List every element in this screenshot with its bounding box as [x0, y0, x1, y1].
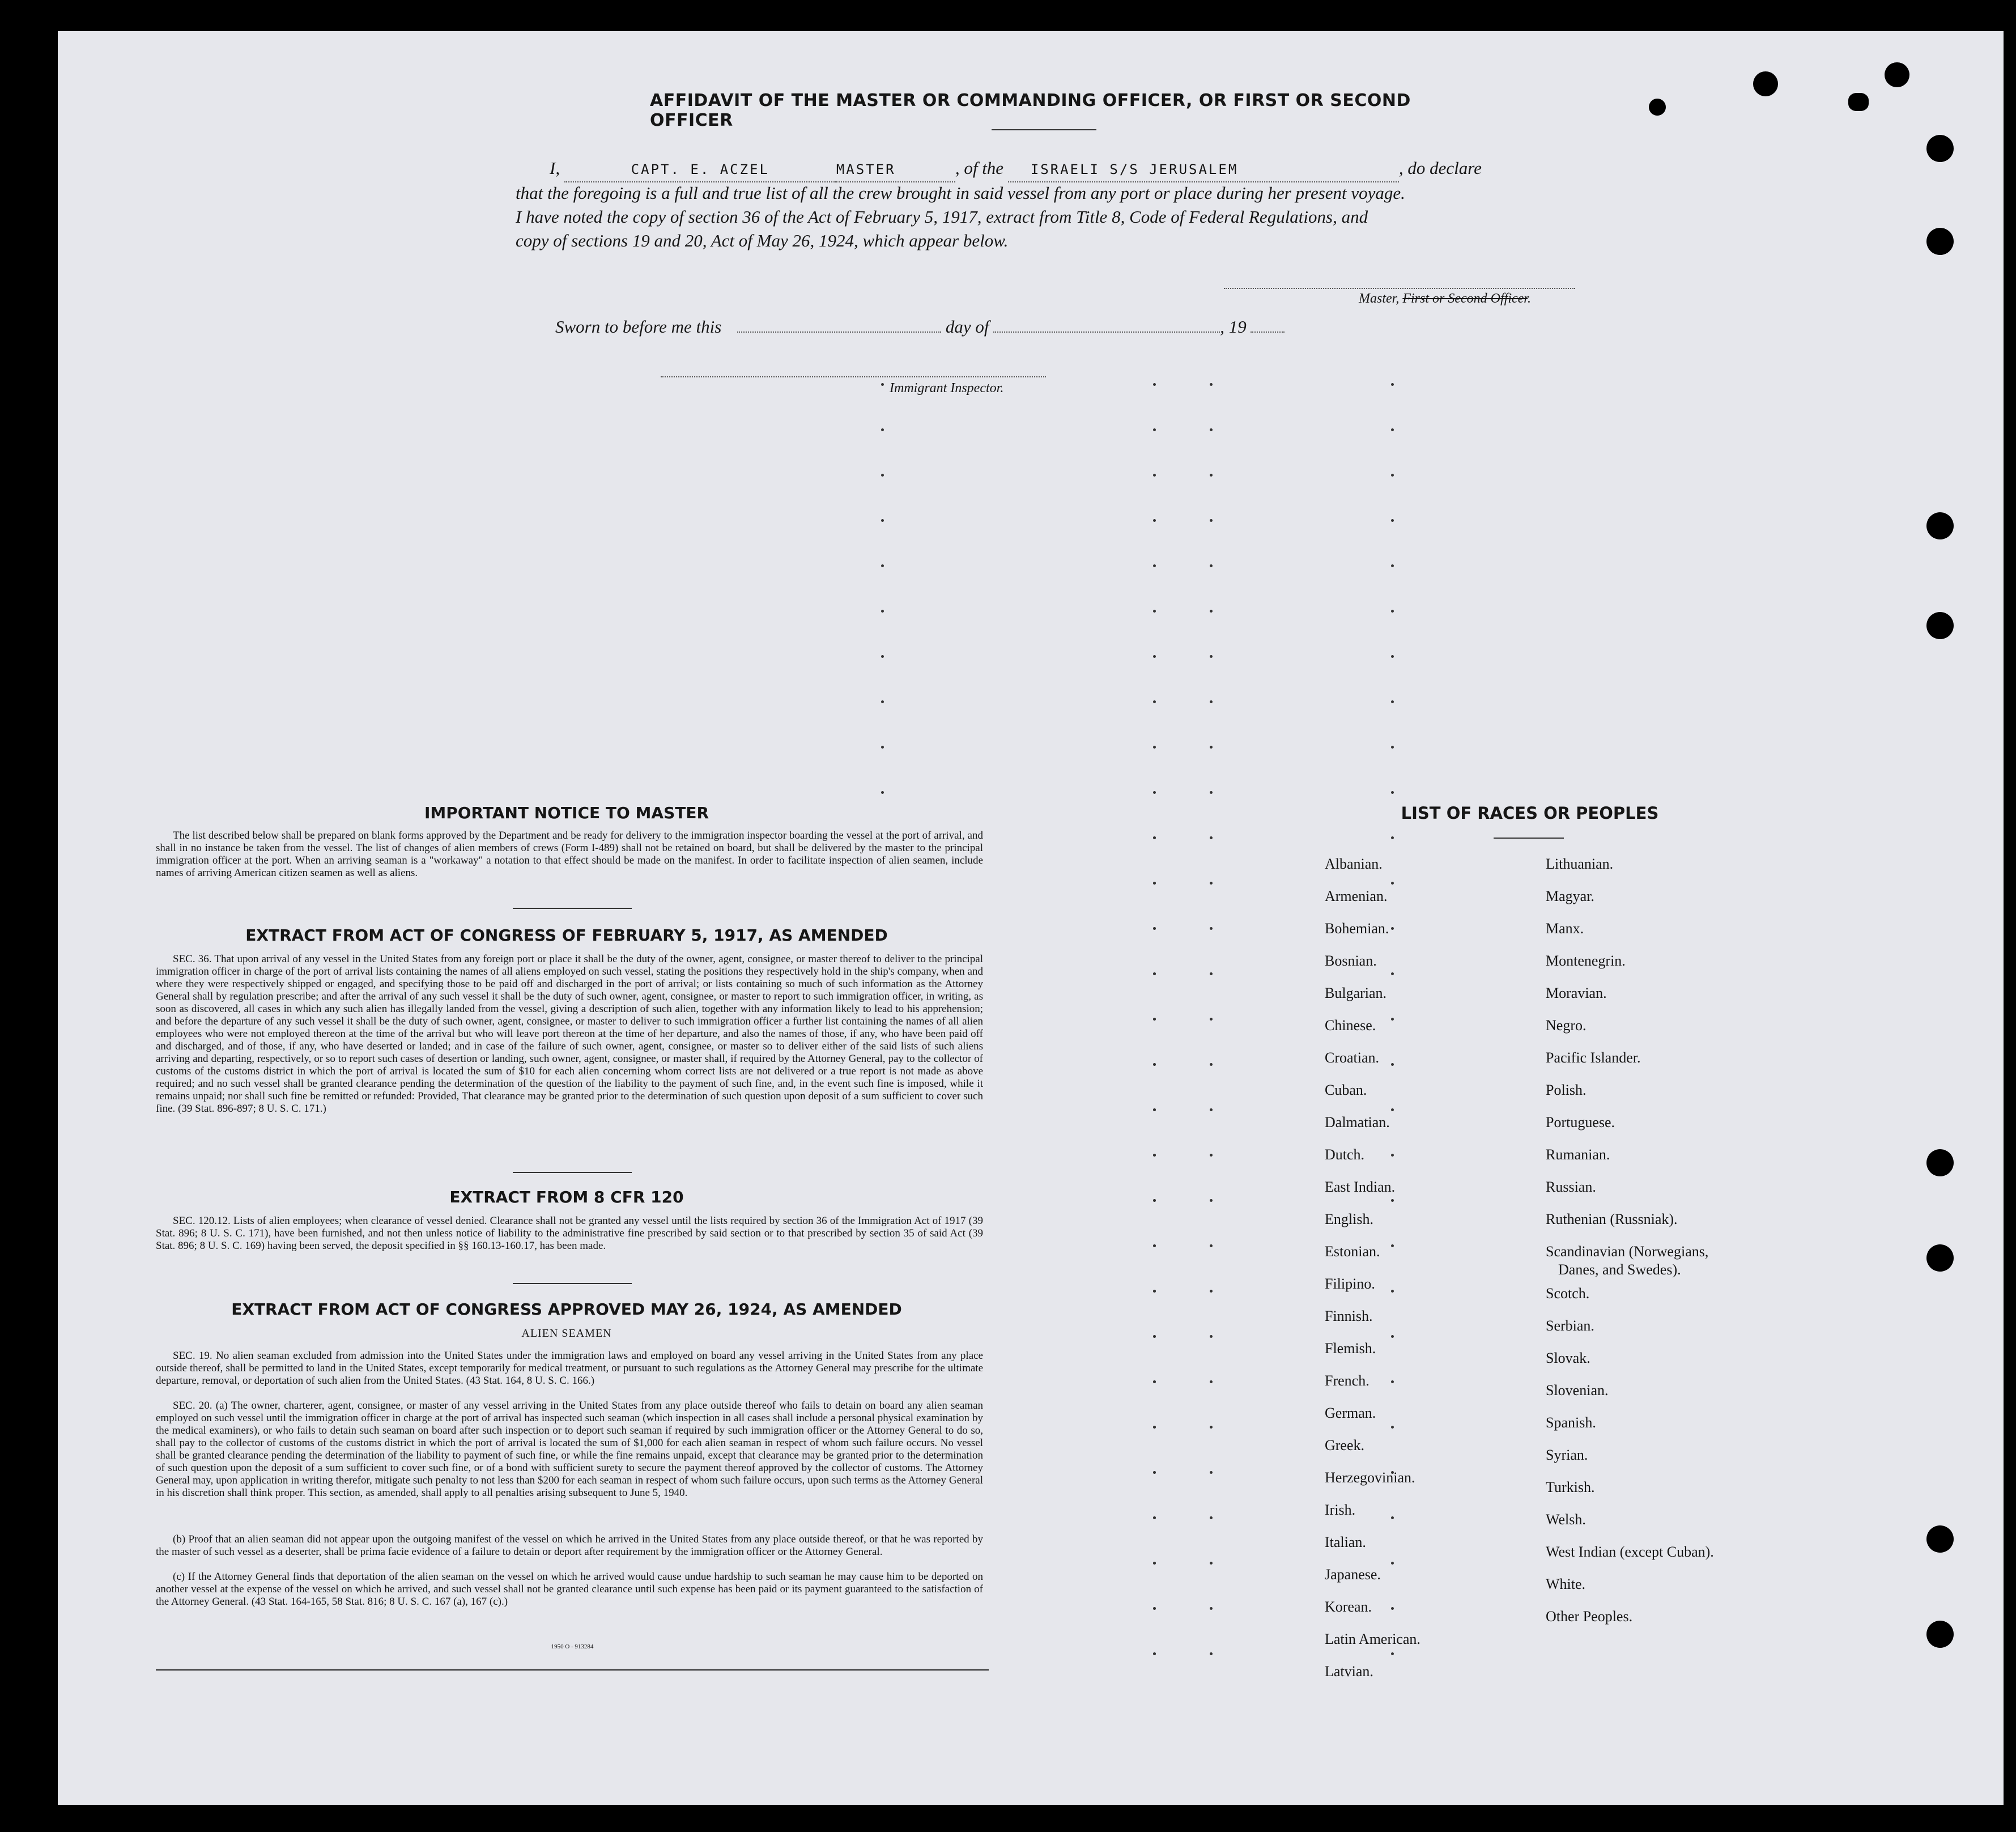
- race-item: Chinese.: [1325, 1017, 1376, 1034]
- vessel-field: [1008, 156, 1399, 182]
- race-item: Japanese.: [1325, 1566, 1381, 1583]
- dot-artifact: [1391, 1516, 1394, 1519]
- dot-artifact: [1391, 1652, 1394, 1655]
- race-item: Dalmatian.: [1325, 1114, 1390, 1130]
- dot-artifact: [1153, 1652, 1156, 1655]
- race-item: Negro.: [1546, 1017, 1587, 1034]
- dot-artifact: [1391, 836, 1394, 839]
- dot-artifact: [1391, 700, 1394, 703]
- race-item: Slovenian.: [1546, 1382, 1609, 1399]
- divider: [513, 1172, 632, 1173]
- dot-artifact: [1153, 972, 1156, 975]
- dot-artifact: [1153, 791, 1156, 794]
- dot-artifact: [881, 474, 884, 477]
- dot-artifact: [1153, 836, 1156, 839]
- punch-hole: [1926, 228, 1954, 255]
- race-item: Latvian.: [1325, 1663, 1373, 1680]
- race-item: Welsh.: [1546, 1511, 1586, 1528]
- dot-artifact: [1153, 474, 1156, 477]
- race-item: Spanish.: [1546, 1414, 1596, 1431]
- dot-artifact: [1153, 1244, 1156, 1247]
- dot-artifact: [1391, 1108, 1394, 1111]
- dot-artifact: [881, 428, 884, 431]
- rank-field: [836, 156, 955, 182]
- master-label-line: [1359, 291, 1531, 307]
- race-item: White.: [1546, 1576, 1586, 1592]
- race-item: Greek.: [1325, 1437, 1365, 1453]
- dot-artifact: [1153, 655, 1156, 658]
- race-item: Lithuanian.: [1546, 856, 1614, 872]
- rank-handwritten: MASTER: [836, 161, 896, 177]
- extract-1924-heading: EXTRACT FROM ACT OF CONGRESS APPROVED MAY 26, 1924, AS AMENDED: [231, 1300, 902, 1319]
- dot-artifact: [1210, 1607, 1213, 1610]
- inspector-label: Immigrant Inspector.: [890, 381, 1004, 396]
- dot-artifact: [881, 746, 884, 749]
- dot-artifact: [1391, 1018, 1394, 1021]
- punch-hole: [1926, 612, 1954, 639]
- race-item: German.: [1325, 1405, 1376, 1421]
- race-item: Magyar.: [1546, 888, 1594, 904]
- race-item: Italian.: [1325, 1534, 1366, 1550]
- race-item: Bosnian.: [1325, 953, 1377, 969]
- dot-artifact: [1153, 1063, 1156, 1066]
- name-field: [564, 156, 836, 182]
- punch-hole: [1649, 99, 1666, 116]
- dot-artifact: [1391, 882, 1394, 885]
- dot-artifact: [1153, 1108, 1156, 1111]
- notice-text: The list described below shall be prepared on blank forms approved by the Department and be ready for delivery to the immigration inspector boarding the vessel at the port of arrival, and shall in no instance be taken from the vessel. The list of changes of alien members of crews (Form I-489) shall not be retained on board, but shall be delivered by the master to the principal immigration officer at the port. When an arriving seaman is a "workaway" a notation to that effect should be made on the manifest. In order to facilitate inspection of alien seamen, include names of arriving American citizen seamen as well as aliens.: [156, 830, 983, 879]
- dot-artifact: [1210, 1516, 1213, 1519]
- dot-artifact: [1153, 882, 1156, 885]
- title-rule: [992, 129, 1096, 130]
- dot-artifact: [1391, 610, 1394, 613]
- dot-artifact: [1210, 836, 1213, 839]
- dot-artifact: [1210, 1199, 1213, 1202]
- race-item: Ruthenian (Russniak).: [1546, 1211, 1678, 1227]
- dot-artifact: [1391, 1380, 1394, 1383]
- alien-seamen-subheading: ALIEN SEAMEN: [521, 1327, 612, 1340]
- dot-artifact: [1210, 972, 1213, 975]
- dot-artifact: [1153, 1426, 1156, 1429]
- sworn-line: [555, 315, 1592, 339]
- extract-cfr-heading: EXTRACT FROM 8 CFR 120: [449, 1188, 684, 1206]
- dot-artifact: [1391, 927, 1394, 930]
- dot-artifact: [881, 610, 884, 613]
- dot-artifact: [1153, 700, 1156, 703]
- dot-artifact: [1210, 564, 1213, 567]
- dot-artifact: [1153, 1471, 1156, 1474]
- race-item: East Indian.: [1325, 1179, 1396, 1195]
- dot-artifact: [1153, 383, 1156, 386]
- master-label: Master,: [1359, 291, 1400, 306]
- race-item: Armenian.: [1325, 888, 1388, 904]
- race-item: Irish.: [1325, 1502, 1356, 1518]
- punch-hole: [1926, 1149, 1954, 1176]
- dot-artifact: [1210, 1063, 1213, 1066]
- notice-heading: IMPORTANT NOTICE TO MASTER: [424, 804, 709, 822]
- race-item: Cuban.: [1325, 1082, 1367, 1098]
- race-item: Bohemian.: [1325, 920, 1389, 937]
- dot-artifact: [1210, 610, 1213, 613]
- affidavit-line-3: I have noted the copy of section 36 of the Act of February 5, 1917, extract from Title 8, Code of Federal Regulations, and: [516, 207, 1368, 227]
- dot-artifact: [1153, 1380, 1156, 1383]
- dot-artifact: [1153, 428, 1156, 431]
- dot-artifact: [1391, 383, 1394, 386]
- dot-artifact: [1153, 1290, 1156, 1293]
- divider: [513, 1283, 632, 1284]
- dot-artifact: [881, 564, 884, 567]
- race-item: Manx.: [1546, 920, 1584, 937]
- dot-artifact: [1210, 474, 1213, 477]
- vessel-handwritten: ISRAELI S/S JERUSALEM: [1030, 161, 1239, 177]
- dot-artifact: [1391, 1426, 1394, 1429]
- race-item: Dutch.: [1325, 1146, 1365, 1163]
- dot-artifact: [1391, 1335, 1394, 1338]
- sworn-month-field: [993, 331, 1220, 333]
- race-item: Korean.: [1325, 1599, 1372, 1615]
- punch-hole: [1926, 512, 1954, 539]
- master-signature-line: [1224, 288, 1575, 289]
- dot-artifact: [881, 791, 884, 794]
- dot-artifact: [1391, 1562, 1394, 1565]
- dot-artifact: [1210, 655, 1213, 658]
- punch-hole: [1926, 1244, 1954, 1272]
- punch-hole: [1926, 135, 1954, 162]
- dot-artifact: [1391, 474, 1394, 477]
- race-item: Latin American.: [1325, 1631, 1420, 1647]
- dot-artifact: [1210, 1562, 1213, 1565]
- race-item: Portuguese.: [1546, 1114, 1615, 1130]
- dot-artifact: [1210, 700, 1213, 703]
- dot-artifact: [1210, 1426, 1213, 1429]
- race-item: Montenegrin.: [1546, 953, 1626, 969]
- dot-artifact: [1210, 1108, 1213, 1111]
- dot-artifact: [881, 655, 884, 658]
- race-item: Finnish.: [1325, 1308, 1373, 1324]
- dot-artifact: [1391, 564, 1394, 567]
- dot-artifact: [1391, 1290, 1394, 1293]
- race-item: Pacific Islander.: [1546, 1049, 1641, 1066]
- dot-artifact: [1210, 746, 1213, 749]
- i-text: I,: [550, 158, 560, 178]
- dot-artifact: [1210, 1018, 1213, 1021]
- dot-artifact: [1391, 746, 1394, 749]
- dot-artifact: [1153, 519, 1156, 522]
- sworn-year-field: [1251, 331, 1285, 333]
- race-item: Flemish.: [1325, 1340, 1376, 1357]
- dot-artifact: [1153, 1335, 1156, 1338]
- dot-artifact: [1153, 1607, 1156, 1610]
- dot-artifact: [1210, 1335, 1213, 1338]
- dot-artifact: [1391, 791, 1394, 794]
- divider: [513, 908, 632, 909]
- sec-20a-text: SEC. 20. (a) The owner, charterer, agent, consignee, or master of any vessel arriving in the United States from any place outside thereof who fails to detain on board any alien seaman employed on such vessel until the immigration officer in charge at the port of arrival has inspected such seaman (which inspection in all cases shall include a personal physical examination by the medical examiners), or who fails to detain such seaman on board after such inspection or to deport such seaman if required by such immigration officer or the Attorney General to do so, shall pay to the collector of customs of the customs district in which the port of arrival is located the sum of $1,000 for each alien seaman in respect of whom such failure occurs. No vessel shall be granted clearance pending the determination of the liability to payment of such fine, or while the fine remains unpaid, except that clearance may be granted prior to the determination of such question upon the deposit of a sum sufficient to cover such fine, or of a bond with sufficient surety to secure the payment thereof approved by the collector of customs. The Attorney General may, upon application in writing therefor, mitigate such penalty to not less than $200 for each seaman in respect of whom such failure occurs, upon such terms as the Attorney General in his discretion shall think proper. This section, as amended, shall apply to all penalties arising subsequent to June 5, 1940.: [156, 1400, 983, 1499]
- dot-artifact: [1153, 1516, 1156, 1519]
- dot-artifact: [881, 700, 884, 703]
- dot-artifact: [1391, 1154, 1394, 1157]
- dot-artifact: [1391, 1199, 1394, 1202]
- race-item: Estonian.: [1325, 1243, 1380, 1260]
- affidavit-line-2: that the foregoing is a full and true list of all the crew brought in said vessel from any port or place during her present voyage.: [516, 183, 1405, 203]
- punch-hole: [1885, 62, 1909, 87]
- races-heading: LIST OF RACES OR PEOPLES: [1401, 804, 1659, 823]
- race-item: Polish.: [1546, 1082, 1587, 1098]
- race-item: French.: [1325, 1372, 1369, 1389]
- dot-artifact: [1210, 1380, 1213, 1383]
- affidavit-title: AFFIDAVIT OF THE MASTER OR COMMANDING OFFICER, OR FIRST OR SECOND OFFICER: [650, 91, 1411, 130]
- dot-artifact: [1210, 1244, 1213, 1247]
- dot-artifact: [1210, 1290, 1213, 1293]
- race-item: Serbian.: [1546, 1317, 1594, 1334]
- dot-artifact: [1391, 519, 1394, 522]
- race-item: Turkish.: [1546, 1479, 1595, 1495]
- affidavit-declaration-line: [550, 156, 1587, 182]
- race-item: West Indian (except Cuban).: [1546, 1544, 1714, 1560]
- dot-artifact: [1210, 519, 1213, 522]
- race-item: Filipino.: [1325, 1276, 1375, 1292]
- sec-20c-text: (c) If the Attorney General finds that deportation of the alien seaman on the vessel on which he arrived would cause undue hardship to such seaman he may cause him to be deported on another vessel at the expense of the vessel on which he arrived, and such vessel shall not be granted clearance until such expense has been paid or its payment guaranteed to the satisfaction of the Attorney General. (43 Stat. 164-165, 58 Stat. 816; 8 U. S. C. 167 (a), 167 (c).): [156, 1571, 983, 1608]
- race-item: English.: [1325, 1211, 1373, 1227]
- dot-artifact: [1153, 564, 1156, 567]
- races-rule: [1494, 838, 1564, 839]
- dot-artifact: [881, 519, 884, 522]
- dot-artifact: [1153, 746, 1156, 749]
- punch-hole: [1926, 1525, 1954, 1553]
- dot-artifact: [1391, 1063, 1394, 1066]
- extract-cfr-text: SEC. 120.12. Lists of alien employees; when clearance of vessel denied. Clearance shall not be granted any vessel until the lists required by section 36 of the Immigration Act of 1917 (39 Stat. 896; 8 U. S. C. 171), have been furnished, and not then unless notice of liability to the administrative fine prescribed by said section or to that prescribed by section 35 of said Act (39 Stat. 896; 8 U. S. C. 169) having been served, the deposit specified in §§ 160.13-160.17, has been made.: [156, 1215, 983, 1252]
- officer-struck-label: First or Second Officer: [1402, 291, 1528, 306]
- print-code: 1950 O - 913284: [551, 1643, 594, 1650]
- dot-artifact: [1391, 655, 1394, 658]
- dot-artifact: [1391, 1244, 1394, 1247]
- dot-artifact: [1153, 1154, 1156, 1157]
- race-item: Bulgarian.: [1325, 985, 1387, 1001]
- race-item: Other Peoples.: [1546, 1608, 1633, 1625]
- dot-artifact: [1153, 927, 1156, 930]
- affidavit-line-4: copy of sections 19 and 20, Act of May 26, 1924, which appear below.: [516, 231, 1009, 250]
- punch-hole: [1926, 1621, 1954, 1648]
- race-item: Moravian.: [1546, 985, 1607, 1001]
- dot-artifact: [1153, 610, 1156, 613]
- name-handwritten: CAPT. E. ACZEL: [631, 161, 769, 177]
- race-item: Albanian.: [1325, 856, 1383, 872]
- dot-artifact: [1210, 791, 1213, 794]
- extract-1917-text: SEC. 36. That upon arrival of any vessel in the United States from any foreign port or place it shall be the duty of the owner, agent, consignee, or master thereof to deliver to the principal immigration officer in charge of the port of arrival lists containing the names of all aliens employed on such vessel, stating the positions they respectively hold in the ship's company, when and where they were respectively shipped or engaged, and specifying those to be paid off and discharged in the port of arrival; or lists containing so much of such information as the Attorney General shall by regulation prescribe; and after the arrival of any such vessel it shall be the duty of such owner, agent, consignee, or master to report to such immigration officer, in writing, as soon as discovered, all cases in which any such alien has illegally landed from the vessel, giving a description of such alien, together with any information likely to lead to his apprehension; and before the departure of any such vessel it shall be the duty of such owner, agent, consignee, or master to deliver to such immigration officer a further list containing the names of all alien employees who were not employed thereon at the time of the arrival but who will leave port thereon at the time of her departure, and also the names of those, if any, who have been paid off and discharged, and of those, if any, who have deserted or landed; and in case of the failure of such owner, agent, consignee, or master so to deliver either of the said lists of such aliens arriving and departing, respectively, or so to report such cases of desertion or landing, such owner, agent, consignee, or master shall, if required by the Attorney General, pay to the collector of customs of the customs district in which the port of arrival is located the sum of $10 for each alien concerning whom correct lists are not delivered or a true report is not made as above required; and no such vessel shall be granted clearance pending the determination of the question of the liability to the payment of such fine, and, in the event such fine is imposed, while it remains unpaid; nor shall such fine be remitted or refunded: Provided, That clearance may be granted prior to the determination of such question upon deposit of a sum sufficient to cover such fine. (39 Stat. 896-897; 8 U. S. C. 171.): [156, 953, 983, 1115]
- sec-20b-text: (b) Proof that an alien seaman did not appear upon the outgoing manifest of the vessel on which he arrived in the United States from any place outside thereof, or that he was reported by the master of such vessel as a deserter, shall be prima facie evidence of a failure to detain or deport after requirement by the immigration officer or the Attorney General.: [156, 1533, 983, 1558]
- race-item: Danes, and Swedes).: [1558, 1261, 1681, 1278]
- dot-artifact: [1210, 927, 1213, 930]
- dot-artifact: [1153, 1018, 1156, 1021]
- race-item: Russian.: [1546, 1179, 1596, 1195]
- dot-artifact: [1391, 1607, 1394, 1610]
- inspector-signature-line: [661, 376, 1046, 377]
- dot-artifact: [1153, 1562, 1156, 1565]
- sec-19-text: SEC. 19. No alien seaman excluded from admission into the United States under the immigration laws and employed on board any vessel arriving in the United States from any place outside thereof, shall be permitted to land in the United States, except temporarily for medical treatment, or pursuant to such regulations as the Attorney General may prescribe for the ultimate departure, removal, or deportation of such alien from the United States. (43 Stat. 164, 8 U. S. C. 166.): [156, 1350, 983, 1387]
- dot-artifact: [1210, 428, 1213, 431]
- dot-artifact: [1153, 1199, 1156, 1202]
- day-of-text: day of: [945, 317, 989, 337]
- dot-artifact: [1210, 383, 1213, 386]
- dot-artifact: [1210, 1652, 1213, 1655]
- extract-1917-heading: EXTRACT FROM ACT OF CONGRESS OF FEBRUARY 5, 1917, AS AMENDED: [245, 926, 888, 945]
- dot-artifact: [881, 383, 884, 386]
- race-item: Rumanian.: [1546, 1146, 1610, 1163]
- race-item: Syrian.: [1546, 1447, 1588, 1463]
- bottom-rule: [156, 1669, 989, 1671]
- dot-artifact: [1391, 428, 1394, 431]
- punch-hole: [1753, 71, 1778, 96]
- dot-artifact: [1210, 882, 1213, 885]
- year-text: , 19: [1220, 317, 1247, 337]
- race-item: Croatian.: [1325, 1049, 1380, 1066]
- race-item: Herzegovinian.: [1325, 1469, 1415, 1486]
- dot-artifact: [1210, 1471, 1213, 1474]
- race-item: Slovak.: [1546, 1350, 1590, 1366]
- sworn-prefix: Sworn to before me this: [555, 317, 722, 337]
- do-declare-text: , do declare: [1398, 158, 1482, 178]
- dot-artifact: [1391, 972, 1394, 975]
- of-the-text: , of the: [955, 158, 1004, 178]
- dot-artifact: [1210, 1154, 1213, 1157]
- punch-hole: [1848, 93, 1869, 111]
- race-item: Scandinavian (Norwegians,: [1546, 1243, 1709, 1260]
- sworn-day-field: [737, 331, 941, 333]
- race-item: Scotch.: [1546, 1285, 1590, 1302]
- officer-label-end: .: [1527, 291, 1531, 306]
